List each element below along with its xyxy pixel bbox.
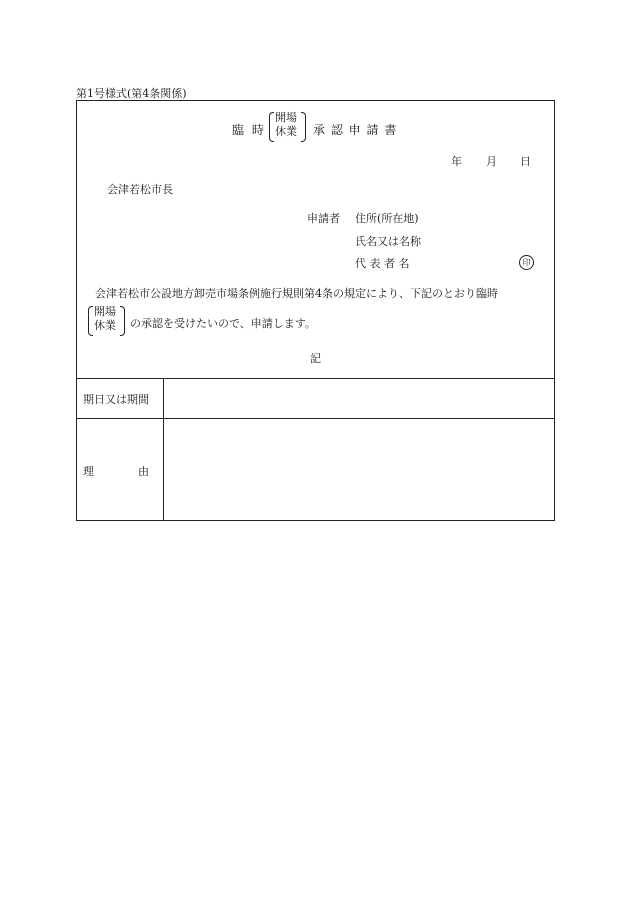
body-option-closed: 休業 bbox=[94, 319, 116, 332]
title-prefix: 臨 時 bbox=[232, 123, 266, 137]
date-year: 年 bbox=[451, 155, 462, 168]
title-bracket-left bbox=[269, 112, 274, 142]
title-option-closed: 休業 bbox=[275, 125, 297, 138]
addressee: 会津若松市長 bbox=[107, 183, 173, 196]
date-month: 月 bbox=[486, 155, 497, 168]
table-middle-rule bbox=[76, 418, 555, 419]
applicant-address-label: 住所(所在地) bbox=[355, 212, 419, 225]
body-bracket-left bbox=[88, 306, 93, 336]
title-options bbox=[275, 111, 297, 139]
body-bracket-right bbox=[120, 306, 125, 336]
title-suffix: 承 認 申 請 書 bbox=[313, 123, 398, 137]
title-bracket-right bbox=[301, 112, 306, 142]
reason-value[interactable] bbox=[172, 428, 542, 512]
period-value[interactable] bbox=[172, 391, 542, 407]
body-option-open: 開場 bbox=[94, 305, 116, 318]
date-day: 日 bbox=[520, 155, 531, 168]
applicant-role-label: 申請者 bbox=[307, 212, 340, 225]
reason-label: 理 由 bbox=[83, 465, 149, 478]
period-label: 期日又は期間 bbox=[83, 393, 149, 406]
seal-mark: 印 bbox=[519, 255, 534, 270]
applicant-name-label: 氏名又は名称 bbox=[355, 235, 421, 248]
form-number: 第1号様式(第4条関係) bbox=[76, 87, 187, 100]
body-line-1: 会津若松市公設地方卸売市場条例施行規則第4条の規定により、下記のとおり臨時 bbox=[95, 287, 498, 300]
body-line-2: の承認を受けたいので、申請します。 bbox=[130, 317, 316, 330]
table-column-divider bbox=[163, 378, 164, 521]
applicant-rep-label: 代 表 者 名 bbox=[355, 257, 410, 270]
ki-mark: 記 bbox=[310, 352, 321, 365]
table-top-rule bbox=[76, 378, 555, 379]
body-options bbox=[94, 305, 116, 333]
title-option-open: 開場 bbox=[275, 111, 297, 124]
